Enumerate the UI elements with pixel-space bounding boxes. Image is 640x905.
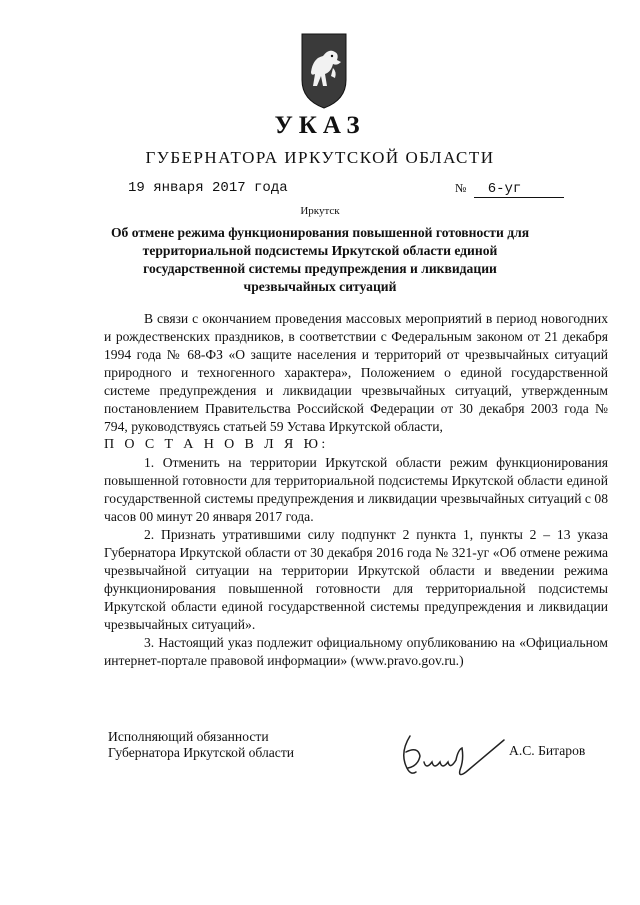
issuer-title: ГУБЕРНАТОРА ИРКУТСКОЙ ОБЛАСТИ xyxy=(145,148,495,167)
signer-position-line-1: Исполняющий обязанности xyxy=(108,729,269,744)
issue-place: Иркутск xyxy=(300,205,340,217)
number-label: № xyxy=(455,181,467,195)
decree-number: 6-уг xyxy=(474,181,564,198)
decree-heading: Об отмене режима функционирования повышенной готовности для территориальной подсистемы Иркутской области единой государственной системы предупреждения и ликвидации чрезвычайных ситуаций xyxy=(110,225,530,294)
signer-name: А.С. Битаров xyxy=(509,743,586,758)
decree-number-field xyxy=(455,180,564,198)
decree-item-3: 3. Настоящий указ подлежит официальному опубликованию на «Официальном интернет-портале правовой информации» (www.pravo.gov.ru.) xyxy=(104,635,608,668)
handwritten-signature xyxy=(396,722,506,784)
irkutsk-coat-of-arms-icon xyxy=(299,28,349,110)
decree-date: 19 января 2017 года xyxy=(128,180,288,196)
document-title: УКАЗ xyxy=(274,112,366,139)
decree-operative-word: П О С Т А Н О В Л Я Ю: xyxy=(104,437,329,452)
signer-position-line-2: Губернатора Иркутской области xyxy=(108,745,295,760)
decree-item-2: 2. Признать утратившими силу подпункт 2 пункта 1, пункты 2 – 13 указа Губернатора Иркутской области от 30 декабря 2016 года № 321-уг «Об отмене режима чрезвычайной ситуации на территории Иркутской области и введении режима функционирования повышенной готовности для территориальной подсистемы Иркутской области единой государственной системы предупреждения и ликвидации чрезвычайных ситуаций». xyxy=(104,527,608,632)
decree-body xyxy=(104,310,608,670)
decree-item-1: 1. Отменить на территории Иркутской области режим функционирования повышенной готовности для территориальной подсистемы Иркутской области единой государственной системы предупреждения и ликвидации чрезвычайных ситуаций с 08 часов 00 минут 20 января 2017 года. xyxy=(104,455,608,524)
preamble-paragraph: В связи с окончанием проведения массовых мероприятий в период новогодних и рождественских праздников, в соответствии с Федеральным законом от 21 декабря 1994 года № 68-ФЗ «О защите населения и территорий от чрезвычайных ситуаций природного и техногенного характера», Положением о единой государственной системе предупреждения и ликвидации чрезвычайных ситуаций, утвержденным постановлением Правительства Российской Федерации от 30 декабря 2003 года № 794, руководствуясь статьей 59 Устава Иркутской области, xyxy=(104,311,608,434)
signer-position xyxy=(108,729,294,761)
